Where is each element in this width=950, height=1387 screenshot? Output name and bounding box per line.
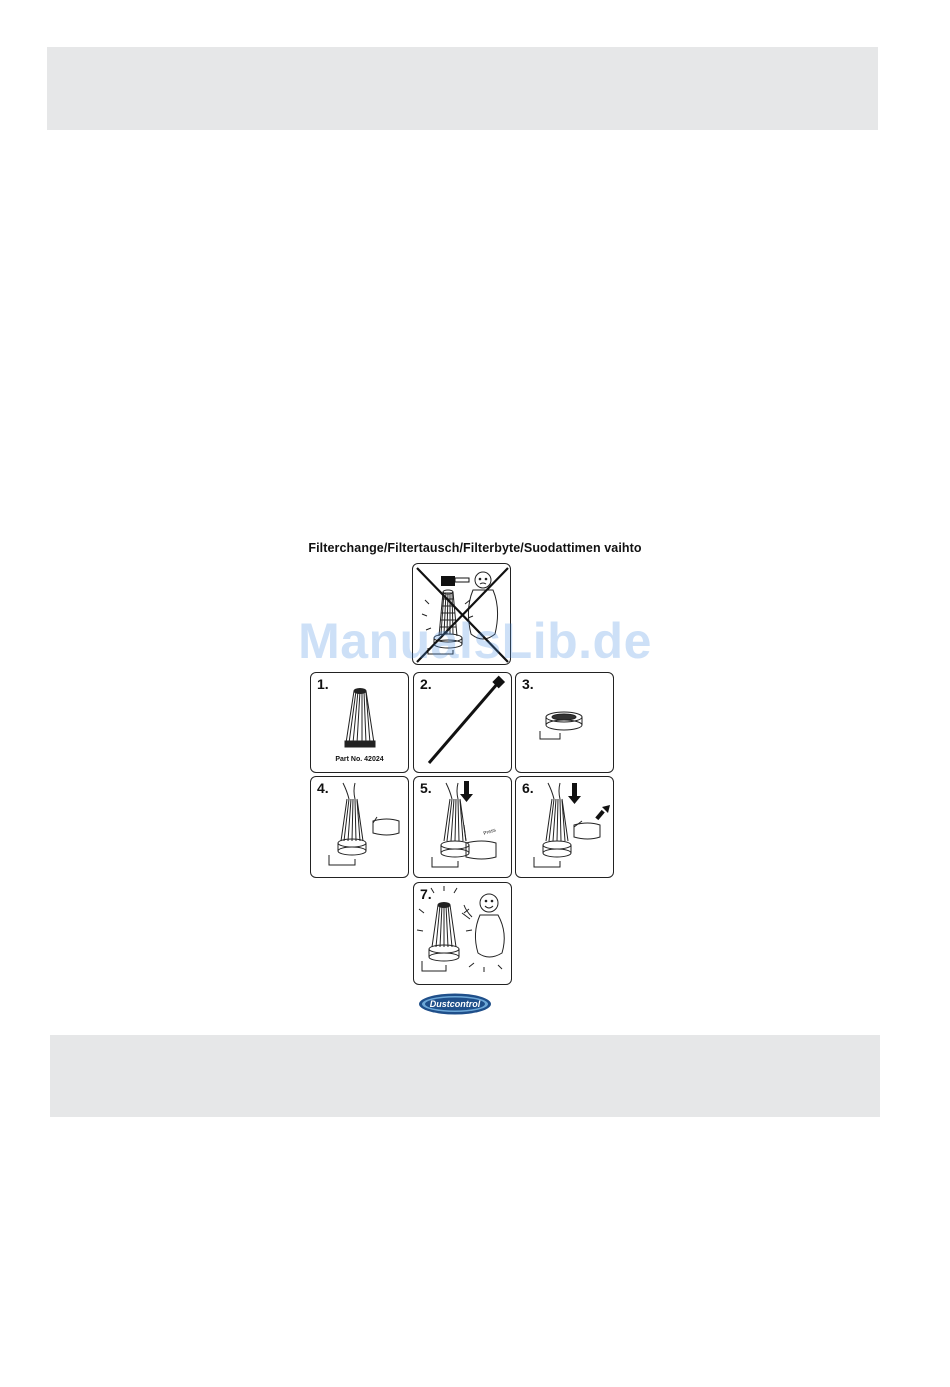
step-panel-4 xyxy=(310,776,409,878)
step-panel-3 xyxy=(515,672,614,773)
press-label: Press xyxy=(482,827,497,837)
step-panel-1 xyxy=(310,672,409,773)
part-number: Part No. 42024 xyxy=(335,756,384,763)
logo-text: Dustcontrol xyxy=(429,999,481,1009)
page-title: Filterchange/Filtertausch/Filterbyte/Suodattimen vaihto xyxy=(308,541,642,555)
step-panel-2 xyxy=(413,672,512,773)
step-number: 4. xyxy=(317,780,329,796)
watermark: ManualsLib.de xyxy=(298,613,652,669)
header-band xyxy=(47,47,878,130)
step-number: 3. xyxy=(522,676,534,692)
step-number: 7. xyxy=(420,886,432,902)
step-panel-6 xyxy=(515,776,614,878)
step-panel-7 xyxy=(413,882,512,985)
warning-illustration xyxy=(413,564,512,666)
step-number: 5. xyxy=(420,780,432,796)
step-number: 2. xyxy=(420,676,432,692)
step-number: 6. xyxy=(522,780,534,796)
dustcontrol-logo xyxy=(418,993,492,1020)
step-panel-5 xyxy=(413,776,512,878)
footer-band xyxy=(50,1035,880,1117)
warning-panel xyxy=(412,563,511,665)
step-number: 1. xyxy=(317,676,329,692)
